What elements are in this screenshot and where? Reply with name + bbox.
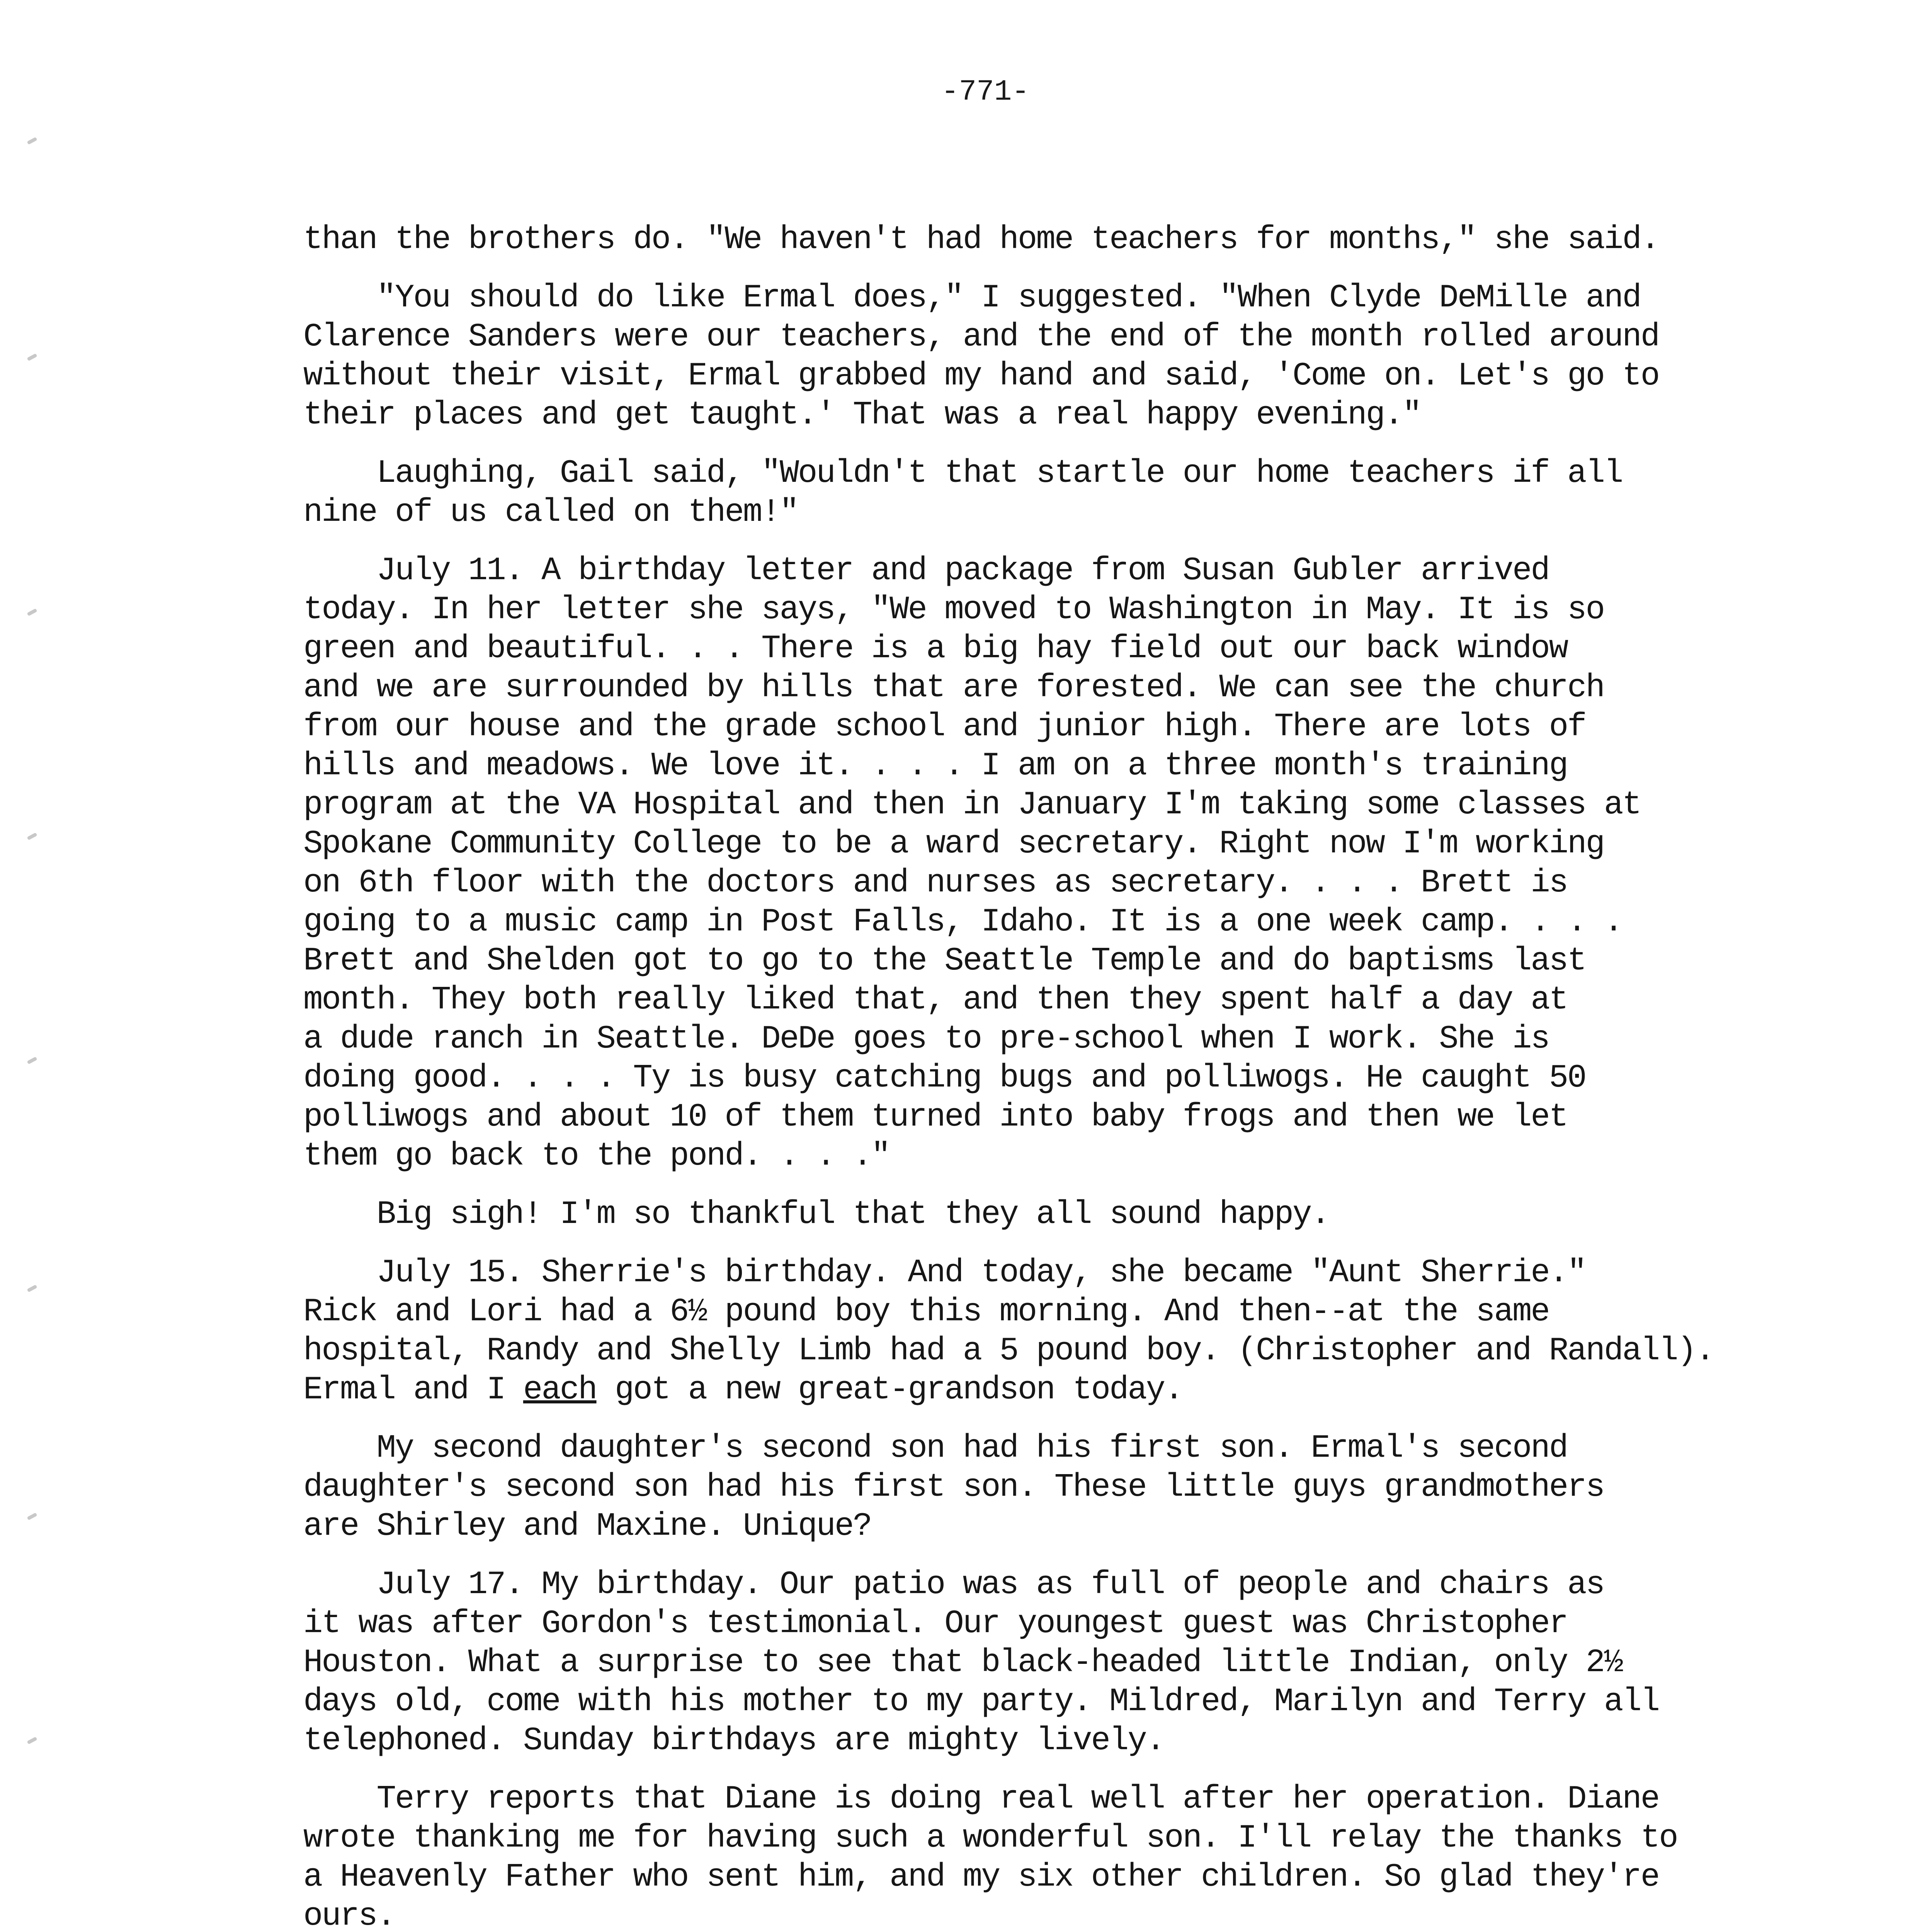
text-line: daughter's second son had his first son. These little guys grandmothers — [303, 1469, 1604, 1506]
text-line: hospital, Randy and Shelly Limb had a 5 pound boy. (Christopher and Randall). — [303, 1333, 1714, 1369]
emphasis-each: each — [523, 1372, 597, 1408]
text-line: Laughing, Gail said, "Wouldn't that startle our home teachers if all — [303, 455, 1622, 492]
margin-scan-mark — [27, 1736, 37, 1744]
text-line: today. In her letter she says, "We moved to Washington in May. It is so — [303, 592, 1604, 628]
text-line: Brett and Shelden got to go to the Seattle Temple and do baptisms last — [303, 943, 1586, 980]
margin-scan-mark — [27, 1284, 37, 1292]
margin-scan-mark — [27, 353, 37, 361]
text-line: than the brothers do. "We haven't had home teachers for months," she said. — [303, 221, 1659, 258]
text-line: it was after Gordon's testimonial. Our youngest guest was Christopher — [303, 1605, 1568, 1642]
text-line: going to a music camp in Post Falls, Idaho. It is a one week camp. . . . — [303, 904, 1622, 940]
text-line: their places and get taught.' That was a real happy evening." — [303, 397, 1421, 434]
text-line: without their visit, Ermal grabbed my hand and said, 'Come on. Let's go to — [303, 358, 1659, 395]
text-line: month. They both really liked that, and then they spent half a day at — [303, 982, 1568, 1019]
margin-scan-mark — [27, 1512, 37, 1520]
page-number: -771- — [941, 75, 1030, 109]
text-line: July 17. My birthday. Our patio was as full of people and chairs as — [303, 1566, 1604, 1603]
text-line: from our house and the grade school and junior high. There are lots of — [303, 709, 1586, 745]
body-text — [303, 220, 1810, 1932]
margin-scan-mark — [27, 1056, 37, 1064]
text-line: are Shirley and Maxine. Unique? — [303, 1508, 871, 1545]
text-line: on 6th floor with the doctors and nurses as secretary. . . . Brett is — [303, 865, 1568, 901]
text-line: Clarence Sanders were our teachers, and the end of the month rolled around — [303, 319, 1659, 355]
text-line: and we are surrounded by hills that are forested. We can see the church — [303, 670, 1604, 706]
text-line: green and beautiful. . . There is a big hay field out our back window — [303, 631, 1568, 667]
text-line: telephoned. Sunday birthdays are mighty lively. — [303, 1723, 1165, 1759]
text-line: a dude ranch in Seattle. DeDe goes to pre-school when I work. She is — [303, 1021, 1549, 1058]
text-line: days old, come with his mother to my party. Mildred, Marilyn and Terry all — [303, 1684, 1659, 1720]
text-line: hills and meadows. We love it. . . . I am on a three month's training — [303, 748, 1568, 784]
text-line: Ermal and I each got a new great-grandson today. — [303, 1372, 1183, 1408]
text-line: program at the VA Hospital and then in January I'm taking some classes at — [303, 787, 1641, 823]
text-line: wrote thanking me for having such a wonderful son. I'll relay the thanks to — [303, 1820, 1677, 1857]
text-line: My second daughter's second son had his first son. Ermal's second — [303, 1430, 1568, 1467]
text-line: them go back to the pond. . . ." — [303, 1138, 890, 1175]
paragraph — [303, 1429, 1810, 1546]
text-line: Big sigh! I'm so thankful that they all sound happy. — [303, 1196, 1329, 1233]
text-line: polliwogs and about 10 of them turned into baby frogs and then we let — [303, 1099, 1568, 1136]
text-line: a Heavenly Father who sent him, and my six other children. So glad they're — [303, 1859, 1659, 1896]
paragraph — [303, 1780, 1810, 1932]
text-line: doing good. . . . Ty is busy catching bugs and polliwogs. He caught 50 — [303, 1060, 1586, 1097]
paragraph — [303, 220, 1810, 259]
text-line: Terry reports that Diane is doing real well after her operation. Diane — [303, 1781, 1659, 1818]
text-line: Rick and Lori had a 6½ pound boy this morning. And then--at the same — [303, 1294, 1549, 1330]
paragraph — [303, 1195, 1810, 1234]
text-line: Spokane Community College to be a ward secretary. Right now I'm working — [303, 826, 1604, 862]
paragraph — [303, 1253, 1810, 1410]
paragraph — [303, 279, 1810, 435]
text-line: nine of us called on them!" — [303, 494, 798, 531]
text-line: ours. — [303, 1898, 395, 1932]
paragraph — [303, 1565, 1810, 1760]
margin-scan-mark — [27, 832, 37, 840]
margin-scan-mark — [27, 137, 37, 145]
text-line: "You should do like Ermal does," I suggested. "When Clyde DeMille and — [303, 280, 1641, 316]
paragraph — [303, 551, 1810, 1176]
text-line: July 11. A birthday letter and package from Susan Gubler arrived — [303, 553, 1549, 589]
text-line: Houston. What a surprise to see that black-headed little Indian, only 2½ — [303, 1645, 1622, 1681]
text-line: July 15. Sherrie's birthday. And today, she became "Aunt Sherrie." — [303, 1255, 1586, 1291]
paragraph — [303, 454, 1810, 532]
margin-scan-mark — [27, 608, 37, 616]
